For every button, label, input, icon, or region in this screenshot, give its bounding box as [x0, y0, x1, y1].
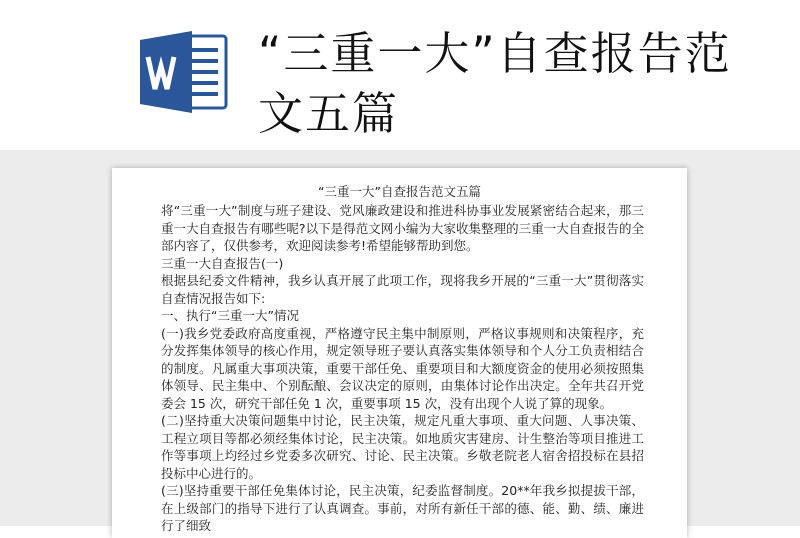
document-body	[161, 202, 644, 535]
document-heading: “三重一大”自查报告范文五篇	[318, 184, 481, 199]
document-paragraph: 三重一大自查报告(一)	[161, 255, 284, 271]
document-page	[112, 168, 687, 538]
page-title: “三重一大”自查报告范文五篇	[258, 27, 732, 140]
banner	[0, 0, 800, 150]
document-paragraph: (一)我乡党委政府高度重视，严格遵守民主集中制原则，严格议事规则和决策程序，充分发挥集体领导的核心作用，规定领导班子要认真落实集体领导和个人分工负责相结合的制度。凡属重大事项决策，重要干部任免、重要项目和大额度资金的使用必须按照集体领导、民主集中、个别酝酿、会议决定的原则，由集体讨论作出决定。全年共召开党委会 15 次，研究干部任免 1 次，重要事项 15 次，没有出现个人说了算的现象。	[161, 325, 644, 411]
word-document-icon	[138, 28, 230, 116]
document-paragraph: 将“三重一大”制度与班子建设、党风廉政建设和推进科协事业发展紧密结合起来，那三重一大自查报告有哪些呢?以下是得范文网小编为大家收集整理的三重一大自查报告的全部内容了，仅供参考，欢迎阅读参考!希望能够帮助到您。	[161, 203, 644, 253]
document-paragraph: (三)坚持重要干部任免集体讨论，民主决策，纪委监督制度。20**年我乡拟提拔干部，在上级部门的指导下进行了认真调查。事前，对所有新任干部的德、能、勤、绩、廉进行了细致	[161, 483, 644, 533]
document-paragraph: (二)坚持重大决策问题集中讨论，民主决策，规定凡重大事项、重大问题、人事决策、工程立项目等都必须经集体讨论，民主决策。如地质灾害建房、计生整治等项目推进工作等事项上均经过乡党委多次研究、讨论、民主决策。乡敬老院老人宿舍招投标在县招投标中心进行的。	[161, 413, 644, 481]
document-paragraph: 一、执行“三重一大”情况	[161, 308, 299, 323]
document-paragraph: 根据县纪委文件精神，我乡认真开展了此项工作，现将我乡开展的“三重一大”贯彻落实自查情况报告如下:	[161, 273, 644, 306]
